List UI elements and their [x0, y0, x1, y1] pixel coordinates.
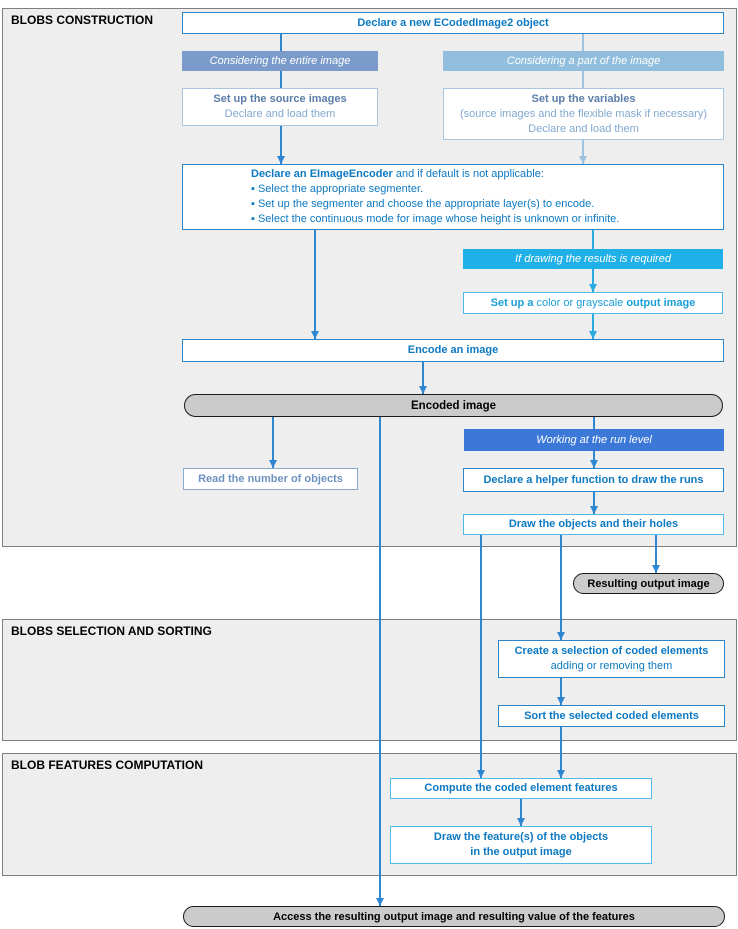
bullet-item: ▪ Select the continuous mode for image whose height is unknown or infinite.	[251, 213, 620, 225]
step-label: Encode an image	[407, 344, 499, 356]
step-read-number-of-objects	[183, 468, 358, 490]
connector-line	[280, 34, 282, 51]
step-title-bold: Declare an EImageEncoder	[251, 168, 393, 180]
step-label-part2: color or grayscale	[536, 296, 627, 309]
step-declare-eimageencoder	[182, 164, 724, 230]
arrow-down-icon	[557, 770, 565, 778]
step-title: Create a selection of coded elements	[514, 645, 709, 657]
step-label-part1: Set up a	[490, 296, 537, 309]
arrow-down-icon	[652, 565, 660, 573]
result-label: Access the resulting output image and resulting value of the features	[273, 910, 635, 923]
step-subtitle: Declare and load them	[224, 108, 336, 120]
arrow-down-icon	[311, 331, 319, 339]
step-encode-an-image	[182, 339, 724, 362]
section-title-blob-features-computation: BLOB FEATURES COMPUTATION	[11, 758, 203, 772]
step-draw-features	[390, 826, 652, 864]
step-label: Declare a helper function to draw the runs	[483, 473, 704, 486]
arrow-down-icon	[376, 898, 384, 906]
step-label-part3: output image	[626, 296, 696, 309]
connector-line	[379, 417, 381, 906]
arrow-down-icon	[477, 770, 485, 778]
step-line2: (source images and the flexible mask if necessary)	[460, 107, 707, 120]
step-setup-source-images	[182, 88, 378, 126]
connector-line	[592, 230, 594, 249]
connector-line	[582, 34, 584, 51]
arrow-down-icon	[277, 156, 285, 164]
connector-line	[582, 71, 584, 88]
bullet-item: ▪ Set up the segmenter and choose the appropriate layer(s) to encode.	[251, 198, 595, 210]
step-title: Set up the source images	[213, 93, 347, 105]
result-label: Encoded image	[411, 399, 496, 412]
condition-banner-drawing-required	[463, 249, 723, 269]
branch-banner-entire-image	[182, 51, 378, 71]
step-line2: in the output image	[470, 846, 572, 858]
step-declare-ecodedimage2	[182, 12, 724, 34]
step-draw-objects-and-holes	[463, 514, 724, 535]
banner-label: Working at the run level	[536, 434, 652, 446]
step-line3: Declare and load them	[528, 122, 639, 135]
step-create-selection	[498, 640, 725, 678]
arrow-down-icon	[589, 331, 597, 339]
step-label: Sort the selected coded elements	[524, 709, 699, 722]
arrow-down-icon	[590, 460, 598, 468]
connector-line	[480, 535, 482, 778]
arrow-down-icon	[589, 284, 597, 292]
banner-label: If drawing the results is required	[515, 253, 671, 265]
step-subtitle: adding or removing them	[550, 660, 673, 672]
arrow-down-icon	[517, 818, 525, 826]
result-encoded-image	[184, 394, 723, 417]
step-title-rest: and if default is not applicable:	[392, 168, 544, 180]
step-title	[251, 167, 544, 182]
arrow-down-icon	[590, 506, 598, 514]
result-label: Resulting output image	[587, 577, 710, 590]
result-access-output	[183, 906, 725, 927]
arrow-down-icon	[269, 460, 277, 468]
step-label: Compute the coded element features	[424, 782, 618, 794]
step-setup-output-image	[463, 292, 723, 314]
step-label: Draw the objects and their holes	[508, 518, 679, 530]
step-declare-helper-function	[463, 468, 724, 492]
branch-banner-part-of-image	[443, 51, 724, 71]
step-title: Set up the variables	[531, 92, 636, 105]
step-setup-variables	[443, 88, 724, 140]
arrow-down-icon	[557, 697, 565, 705]
section-title-blobs-selection-sorting: BLOBS SELECTION AND SORTING	[11, 624, 212, 638]
condition-banner-run-level	[464, 429, 724, 451]
banner-label: Considering a part of the image	[506, 55, 661, 67]
step-label: Declare a new ECodedImage2 object	[357, 16, 549, 29]
banner-label: Considering the entire image	[209, 55, 351, 67]
bullet-item: ▪ Select the appropriate segmenter.	[251, 183, 424, 195]
step-label: Read the number of objects	[198, 472, 343, 485]
step-sort-selected-elements	[498, 705, 725, 727]
step-label	[491, 296, 696, 311]
section-title-blobs-construction: BLOBS CONSTRUCTION	[11, 13, 153, 27]
connector-line	[280, 71, 282, 88]
connector-line	[560, 535, 562, 640]
step-line1: Draw the feature(s) of the objects	[433, 831, 609, 843]
connector-line	[314, 230, 316, 339]
arrow-down-icon	[557, 632, 565, 640]
connector-line	[593, 417, 595, 429]
arrow-down-icon	[579, 156, 587, 164]
result-resulting-output-image	[573, 573, 724, 594]
step-compute-element-features	[390, 778, 652, 799]
arrow-down-icon	[419, 386, 427, 394]
